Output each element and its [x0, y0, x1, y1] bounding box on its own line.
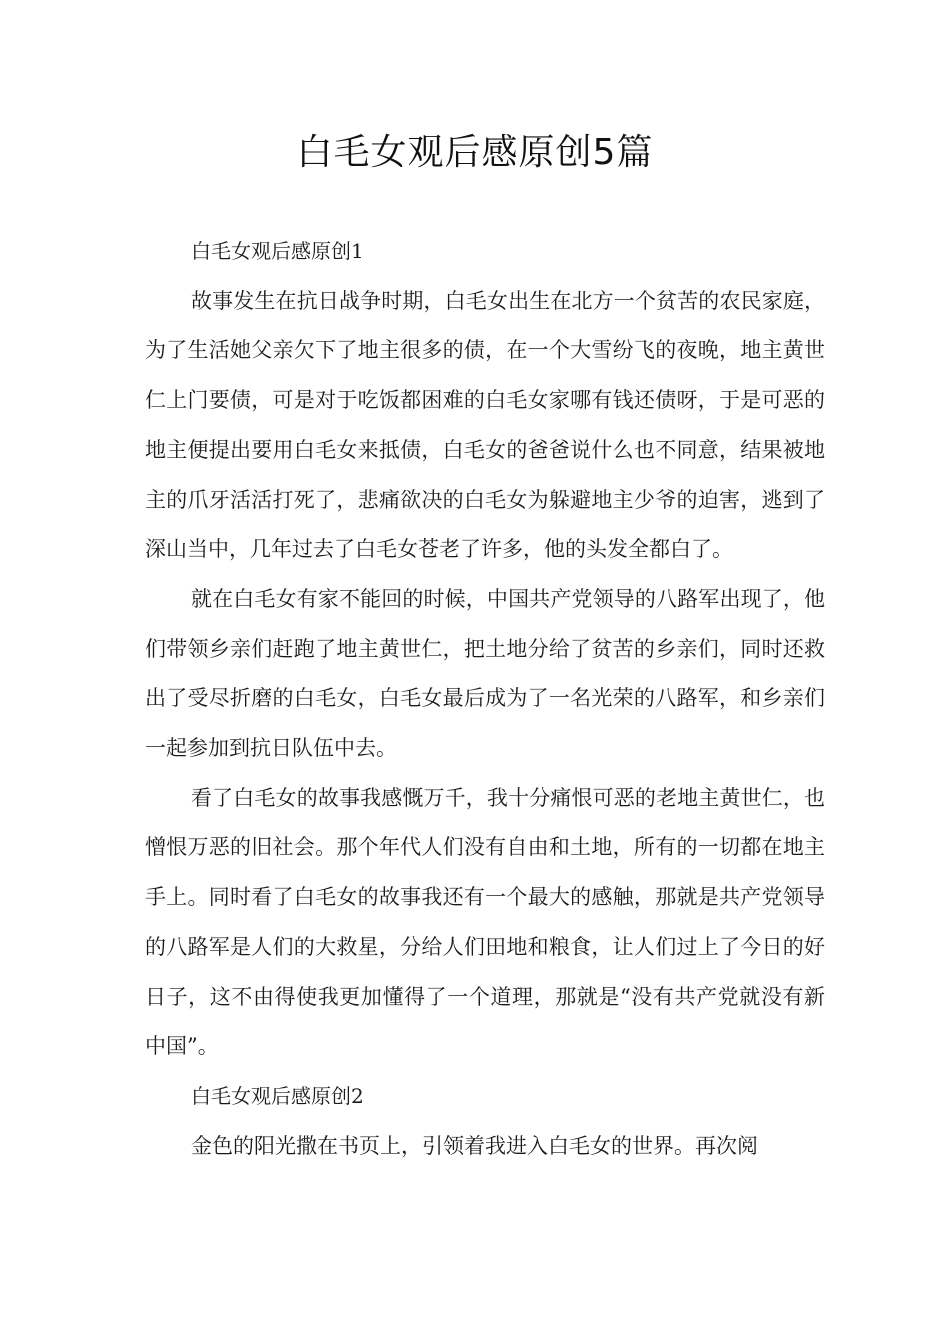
section-1-paragraph-1: 故事发生在抗日战争时期，白毛女出生在北方一个贫苦的农民家庭，为了生活她父亲欠下了地主很多的债，在一个大雪纷飞的夜晚，地主黄世仁上门要债，可是对于吃饭都困难的白毛女家哪有钱还债呀，于是可恶的地主便提出要用白毛女来抵债，白毛女的爸爸说什么也不同意，结果被地主的爪牙活活打死了，悲痛欲决的白毛女为躲避地主少爷的迫害，逃到了深山当中，几年过去了白毛女苍老了许多，他的头发全都白了。: [145, 288, 825, 562]
section-2-paragraph-1: 金色的阳光撒在书页上，引领着我进入白毛女的世界。再次阅: [191, 1133, 758, 1158]
document-title: 白毛女观后感原创5篇: [296, 132, 654, 173]
section-heading-1: 白毛女观后感原创1: [191, 239, 364, 263]
section-heading-2: 白毛女观后感原创2: [191, 1083, 364, 1108]
document-body: [145, 227, 825, 1171]
section-1-paragraph-3: 看了白毛女的故事我感慨万千，我十分痛恨可恶的老地主黄世仁，也憎恨万恶的旧社会。那个年代人们没有自由和土地，所有的一切都在地主手上。同时看了白毛女的故事我还有一个最大的感触，那就是共产党领导的八路军是人们的大救星，分给人们田地和粮食，让人们过上了今日的好日子，这不由得使我更加懂得了一个道理，那就是“没有共产党就没有新中国”。: [145, 785, 825, 1059]
section-1-paragraph-2: 就在白毛女有家不能回的时候，中国共产党领导的八路军出现了，他们带领乡亲们赶跑了地主黄世仁，把土地分给了贫苦的乡亲们，同时还救出了受尽折磨的白毛女，白毛女最后成为了一名光荣的八路军，和乡亲们一起参加到抗日队伍中去。: [145, 586, 825, 761]
